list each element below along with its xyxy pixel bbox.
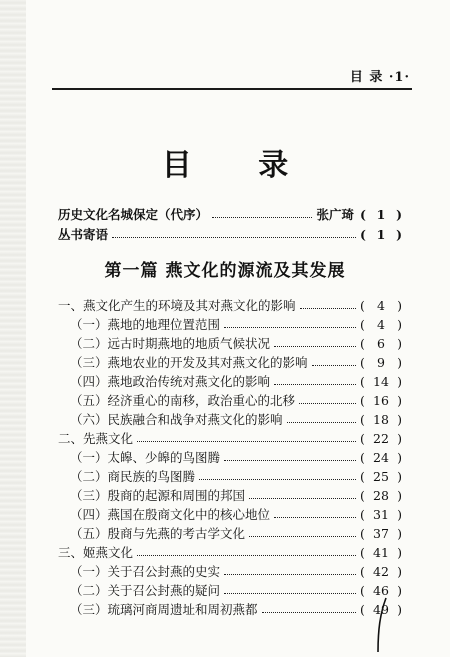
page-title: 目 录 [161, 148, 317, 183]
dot-leader [224, 327, 356, 328]
toc-entry-page: ( 49 ) [360, 602, 402, 617]
toc-entry-page: ( 25 ) [360, 469, 402, 484]
dot-leader [224, 574, 356, 575]
toc-entry-page: ( 1 ) [360, 227, 402, 242]
header-rule [52, 88, 412, 90]
toc-entry-page: ( 42 ) [360, 564, 402, 579]
toc-entry-label: （三）殷商的起源和周围的邦国 [70, 488, 246, 503]
toc-entry-label: 丛书寄语 [58, 227, 109, 242]
dot-leader [274, 384, 356, 385]
toc-entry[interactable] [58, 429, 402, 447]
toc-entry[interactable] [70, 391, 402, 409]
toc-entry[interactable] [70, 372, 402, 390]
toc-entry[interactable] [70, 448, 402, 466]
page-binding-edge [0, 0, 26, 657]
toc-entry-page: ( 4 ) [360, 317, 402, 332]
toc-entry-label: （一）太皞、少皞的鸟图腾 [70, 450, 221, 465]
toc-entry[interactable] [58, 543, 402, 561]
dot-leader [312, 365, 356, 366]
toc-entry-page: ( 4 ) [360, 298, 402, 313]
toc-entry-label: 一、燕文化产生的环境及其对燕文化的影响 [58, 298, 296, 313]
toc-entry-page: ( 28 ) [360, 488, 402, 503]
toc-entry-page: ( 37 ) [360, 526, 402, 541]
dot-leader [199, 479, 356, 480]
toc-entry-label: （二）关于召公封燕的疑问 [70, 583, 221, 598]
dot-leader [262, 612, 356, 613]
dot-leader [224, 460, 356, 461]
toc-entry-label: 二、先燕文化 [58, 431, 134, 446]
pen-mark [368, 596, 398, 656]
toc-entry-page: ( 46 ) [360, 583, 402, 598]
toc-entry[interactable] [70, 581, 402, 599]
toc-entry-label: （五）殷商与先燕的考古学文化 [70, 526, 246, 541]
toc-entry-page: ( 41 ) [360, 545, 402, 560]
dot-leader [112, 237, 356, 238]
toc-entry-label: （四）燕地政治传统对燕文化的影响 [70, 374, 271, 389]
toc-entry[interactable] [70, 353, 402, 371]
toc-entry-page: ( 22 ) [360, 431, 402, 446]
dot-leader [137, 441, 356, 442]
toc-entry-page: ( 1 ) [360, 207, 402, 222]
dot-leader [300, 308, 356, 309]
toc-entry-label: （一）燕地的地理位置范围 [70, 317, 221, 332]
toc-entry[interactable] [70, 467, 402, 485]
dot-leader [249, 536, 356, 537]
toc-entry-label: （四）燕国在殷商文化中的核心地位 [70, 507, 271, 522]
part-title: 第一篇 燕文化的源流及其发展 [104, 261, 346, 281]
toc-entry[interactable] [70, 524, 402, 542]
dot-leader [274, 517, 356, 518]
toc-entry[interactable] [70, 486, 402, 504]
toc-entry[interactable] [70, 334, 402, 352]
toc-entry-series-message[interactable] [58, 225, 402, 243]
dot-leader [274, 346, 356, 347]
dot-leader [137, 555, 356, 556]
dot-leader [212, 217, 312, 218]
toc-entry-label: （三）燕地农业的开发及其对燕文化的影响 [70, 355, 308, 370]
toc-entry-label: （三）琉璃河商周遗址和周初燕都 [70, 602, 258, 617]
dot-leader [224, 593, 356, 594]
toc-entry-preface[interactable] [58, 205, 402, 223]
toc-entry-page: ( 24 ) [360, 450, 402, 465]
toc-entry-label: 历史文化名城保定（代序） [58, 207, 209, 222]
toc-entry-page: ( 18 ) [360, 412, 402, 427]
toc-entry[interactable] [70, 315, 402, 333]
toc-entry[interactable] [70, 410, 402, 428]
toc-entry-page: ( 9 ) [360, 355, 402, 370]
toc-entry-label: （二）远古时期燕地的地质气候状况 [70, 336, 271, 351]
running-head: 目 录 ·1· [349, 70, 410, 85]
toc-entry-label: 三、姬燕文化 [58, 545, 134, 560]
toc-entry[interactable] [58, 296, 402, 314]
toc-entry[interactable] [70, 562, 402, 580]
toc-entry[interactable] [70, 505, 402, 523]
toc-entry-label: （六）民族融合和战争对燕文化的影响 [70, 412, 283, 427]
toc-entry-page: ( 16 ) [360, 393, 402, 408]
toc-entry-page: ( 31 ) [360, 507, 402, 522]
toc-entry-author: 张广琦 [316, 207, 354, 222]
toc-entry[interactable] [70, 600, 402, 618]
toc-entry-page: ( 14 ) [360, 374, 402, 389]
toc-entry-label: （五）经济重心的南移，政治重心的北移 [70, 393, 296, 408]
dot-leader [249, 498, 356, 499]
toc-entry-label: （一）关于召公封燕的史实 [70, 564, 221, 579]
toc-entry-label: （二）商民族的鸟图腾 [70, 469, 196, 484]
dot-leader [287, 422, 356, 423]
dot-leader [299, 403, 356, 404]
toc-entry-page: ( 6 ) [360, 336, 402, 351]
